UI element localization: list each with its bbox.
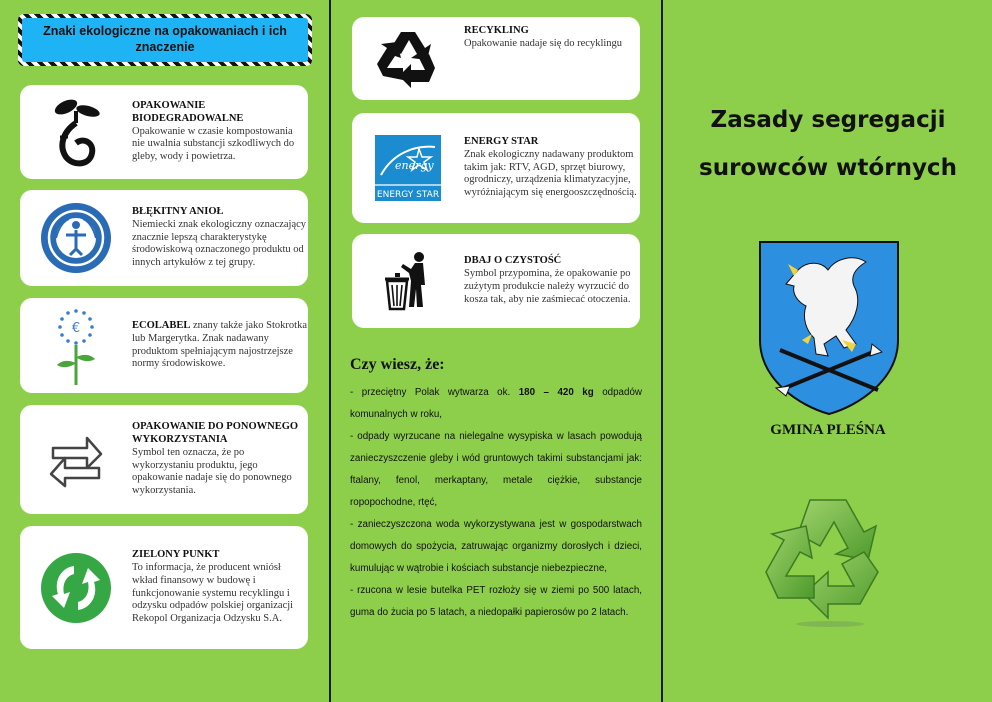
card-green-dot (20, 526, 308, 649)
green-dot-icon (20, 552, 132, 624)
card-body: Opakowanie nadaje się do recyklingu (464, 37, 623, 49)
card-body: Opakowanie w czasie kompostowania nie uwalnia substancji szkodliwych do gleby, wody i powietrza. (132, 125, 295, 163)
card-title: ZIELONY PUNKT (132, 549, 220, 561)
svg-text:energy: energy (395, 159, 434, 172)
fact-text: - przeciętny Polak wytwarza ok. (350, 387, 519, 398)
green-recycle-icon (764, 494, 892, 628)
svg-text:€: € (71, 320, 81, 336)
eco-labels-banner (18, 14, 312, 66)
eu-flower-icon (20, 305, 132, 387)
fact-item: - rzucona w lesie butelka PET rozłoży się w ziemi po 500 latach, guma do żucia po 5 latach, a niedopałki papierosów po 2 latach. (350, 585, 642, 618)
tidyman-bin-icon (352, 251, 464, 311)
fact-text: odpadów komunalnych w roku, (350, 387, 642, 420)
card-body: Znak ekologiczny nadawany produktom takim jak: RTV, AGD, sprzęt biurowy, ogrodniczy, urządzenia klimatyzacyjne, wyróżniającym się energooszczędnością. (464, 148, 637, 199)
title-line-1: Zasady segregacji (710, 107, 946, 133)
card-title: ECOLABEL (132, 319, 191, 331)
card-title: ENERGY STAR (464, 136, 539, 147)
facts-title: Czy wiesz, że: (350, 356, 445, 373)
card-title: DBAJ O CZYSTOŚĆ (464, 255, 562, 267)
energy-star-logo-text: ENERGY STAR (376, 190, 440, 200)
card-ecolabel (20, 298, 308, 393)
banner-title: Znaki ekologiczne na opakowaniach i ich znaczenie (22, 18, 308, 62)
recycle-icon (352, 17, 464, 100)
fact-bold: 180 – 420 kg (518, 387, 594, 398)
card-body: znany także jako Stokrotka lub Margerytka. Znak nadawany produktom spełniającym najostrzejsze normy środowiskowe. (132, 319, 307, 370)
card-energy-star (352, 113, 640, 223)
card-title: OPAKOWANIE BIODEGRADOWALNE (132, 100, 244, 124)
fact-item: - zanieczyszczona woda wykorzystywana jest w gospodarstwach domowych do spożycia, zatruwając organizmy dorosłych i dzieci, kumulując w wątrobie i kościach substancje niebezpieczne, (350, 519, 642, 574)
blue-angel-icon (20, 201, 132, 275)
panel-divider-right (661, 0, 663, 702)
card-blue-angel (20, 190, 308, 286)
card-title: OPAKOWANIE DO PONOWNEGO WYKORZYSTANIA (132, 421, 299, 445)
card-body: To informacja, że producent wniósł wkład finansowy w budowę i funkcjonowanie systemu recyklingu i odzysku odpadów polskiej organizacji Rekopol Organizacja Odzysku S.A. (132, 561, 294, 625)
card-biodegradable (20, 85, 308, 179)
gmina-plesna-crest-icon (758, 240, 900, 416)
energy-star-icon (352, 135, 464, 201)
municipality-name: GMINA PLEŚNA (770, 422, 886, 438)
card-reuse (20, 405, 308, 514)
card-title: BŁĘKITNY ANIOŁ (132, 206, 224, 217)
leaflet-title (676, 96, 980, 192)
biodegradable-sprout-icon (20, 93, 132, 171)
card-body: Symbol ten oznacza, że po wykorzystaniu produktu, jego opakowanie nadaje się do ponownego wykorzystania. (132, 446, 292, 497)
reuse-arrows-icon (20, 430, 132, 490)
did-you-know-section (350, 356, 642, 624)
card-body: Symbol przypomina, że opakowanie po zużytym produkcie należy wyrzucić do kosza tak, aby nie zaśmiecać otoczenia. (464, 268, 631, 305)
card-title: RECYKLING (464, 25, 529, 36)
card-recycling (352, 17, 640, 100)
fact-item (350, 382, 642, 426)
title-line-2: surowców wtórnych (699, 155, 957, 181)
card-body: Niemiecki znak ekologiczny oznaczający znacznie lepszą charakterystykę środowiskową oznaczonego produktu od innych artykułów z tej grupy. (132, 218, 307, 269)
card-tidyman (352, 234, 640, 328)
panel-divider-left (329, 0, 331, 702)
fact-item: - odpady wyrzucane na nielegalne wysypiska w lasach powodują zanieczyszczenie gleby i wód gruntowych takimi substancjami jak: ftalany, fenol, merkaptany, metale ciężkie, substancje ropopochodne, rtęć, (350, 431, 642, 508)
card-text (132, 320, 308, 371)
